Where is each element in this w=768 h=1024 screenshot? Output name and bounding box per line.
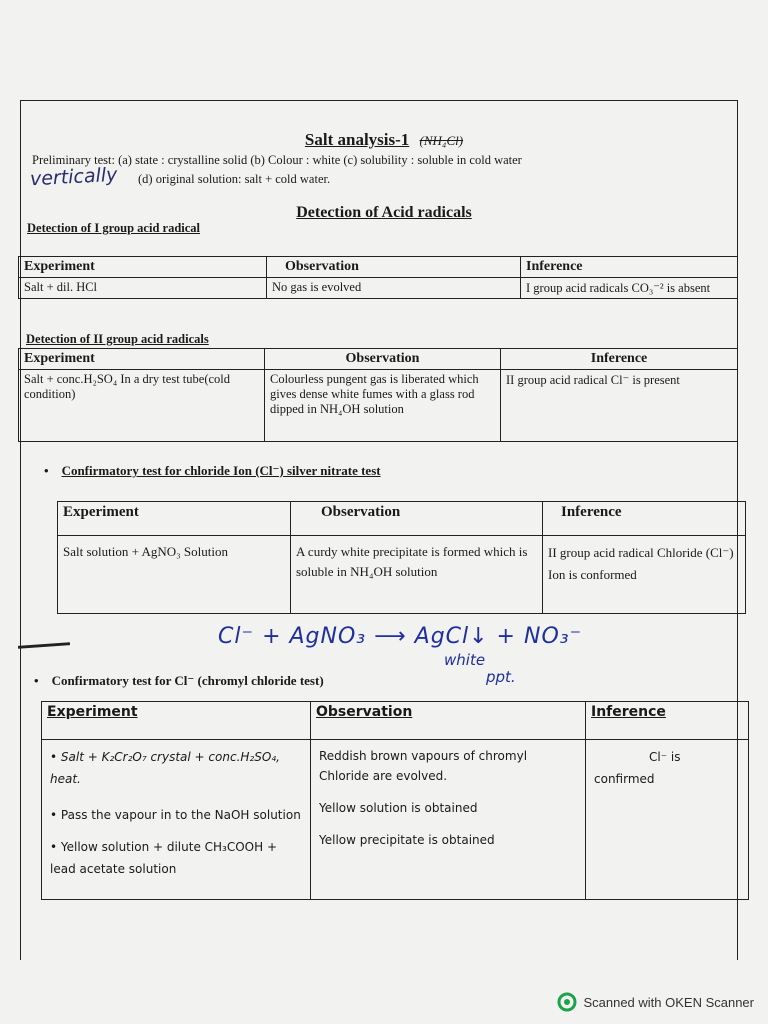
handwritten-white-ppt: white ppt. <box>444 651 516 686</box>
col-observation: Observation <box>265 349 501 370</box>
col-observation: Observation <box>267 257 521 278</box>
confirm2-heading: • Confirmatory test for Cl⁻ (chromyl chloride test) <box>34 673 324 688</box>
group1-heading: Detection of I group acid radical <box>27 221 201 235</box>
group2-heading: Detection of II group acid radicals <box>26 332 209 346</box>
col-observation: Observation <box>311 702 586 740</box>
confirm1-heading: • Confirmatory test for chloride Ion (Cl⁻) silver nitrate test <box>44 463 381 478</box>
group1-table <box>18 256 738 299</box>
col-observation: Observation <box>291 502 543 536</box>
table-row: • Salt + K₂Cr₂O₇ crystal + conc.H₂SO₄, heat. • Pass the vapour in to the NaOH solution • Yellow solution + dilute CH₃COOH + lead acetate solution Reddish brown vapours of chromyl Chloride are evolved. Yellow solution is obtained Yellow precipitate is obtained Cl⁻ is confirmed <box>42 740 749 900</box>
col-experiment: Experiment <box>42 702 311 740</box>
table-row: Salt + dil. HCl No gas is evolved I group acid radicals CO₃⁻² is absent <box>19 278 738 299</box>
col-inference: Inference <box>586 702 749 740</box>
oken-logo-icon <box>557 992 577 1012</box>
col-experiment: Experiment <box>19 349 265 370</box>
group2-table <box>18 348 738 442</box>
handwritten-equation: Cl⁻ + AgNO₃ ⟶ AgCl↓ + NO₃⁻ <box>218 624 583 649</box>
table-row: Salt solution + AgNO₃ Solution A curdy white precipitate is formed which is soluble in NH₄OH solution II group acid radical Chloride (Cl⁻) Ion is conformed <box>58 536 746 614</box>
confirm2-table <box>41 701 749 900</box>
col-inference: Inference <box>521 257 738 278</box>
preliminary-test-line1: Preliminary test: (a) state : crystalline solid (b) Colour : white (c) solubility : soluble in cold water <box>32 153 522 167</box>
preliminary-test-line2: (d) original solution: salt + cold water. <box>138 172 331 186</box>
struck-formula: (NH₄Cl) <box>419 133 464 148</box>
table-row: Salt + conc.H₂SO₄ In a dry test tube(cold condition) Colourless pungent gas is liberated which gives dense white fumes with a glass rod dipped in NH₄OH solution II group acid radical Cl⁻ is present <box>19 370 738 442</box>
col-experiment: Experiment <box>19 257 267 278</box>
scanner-watermark: Scanned with OKEN Scanner <box>557 992 754 1012</box>
col-inference: Inference <box>543 502 746 536</box>
page-title: Salt analysis-1 (NH₄Cl) <box>304 130 464 149</box>
handwritten-note: vertically <box>29 163 118 191</box>
col-inference: Inference <box>501 349 738 370</box>
section-heading: Detection of Acid radicals <box>296 204 472 221</box>
confirm1-table <box>57 501 746 614</box>
col-experiment: Experiment <box>58 502 291 536</box>
